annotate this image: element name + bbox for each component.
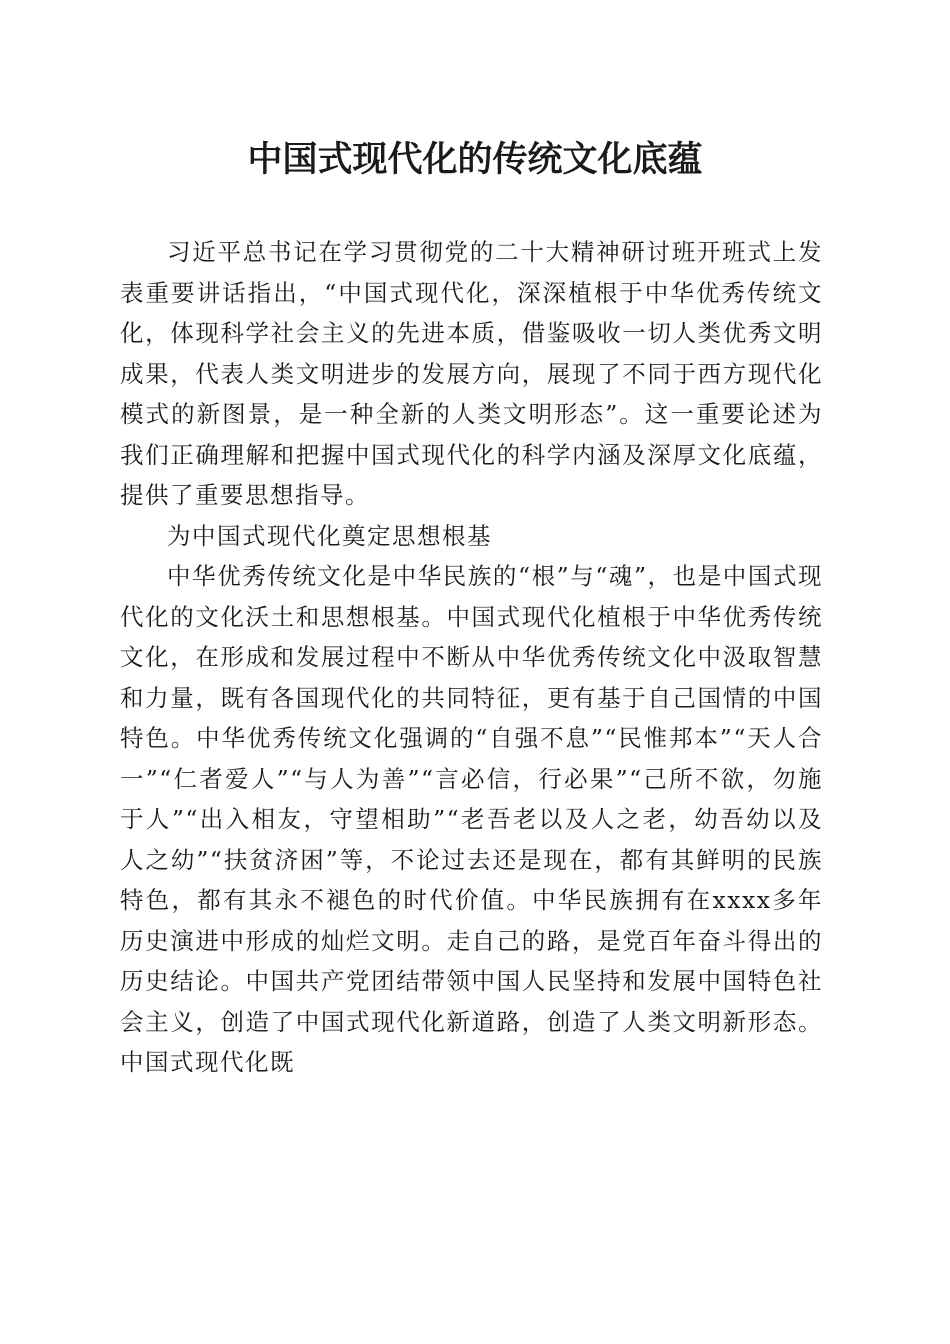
paragraph-main: 中华优秀传统文化是中华民族的“根”与“魂”，也是中国式现代化的文化沃土和思想根基。中国式现代化植根于中华优秀传统文化，在形成和发展过程中不断从中华优秀传统文化中汲取智慧和力量，既有各国现代化的共同特征，更有基于自己国情的中国特色。中华优秀传统文化强调的“自强不息”“民惟邦本”“天人合一”“仁者爱人”“与人为善”“言必信，行必果”“己所不欲，勿施于人”“出入相友，守望相助”“老吾老以及人之老，幼吾幼以及人之幼”“扶贫济困”等，不论过去还是现在，都有其鲜明的民族特色，都有其永不褪色的时代价值。中华民族拥有在xxxx多年历史演进中形成的灿烂文明。走自己的路，是党百年奋斗得出的历史结论。中国共产党团结带领中国人民坚持和发展中国特色社会主义，创造了中国式现代化新道路，创造了人类文明新形态。中国式现代化既 [120,562,823,1076]
document-title: 中国式现代化的传统文化底蕴 [247,139,703,180]
paragraph-intro: 习近平总书记在学习贯彻党的二十大精神研讨班开班式上发表重要讲话指出，“中国式现代化，深深植根于中华优秀传统文化，体现科学社会主义的先进本质，借鉴吸收一切人类优秀文明成果，代表人类文明进步的发展方向，展现了不同于西方现代化模式的新图景，是一种全新的人类文明形态”。这一重要论述为我们正确理解和把握中国式现代化的科学内涵及深厚文化底蕴，提供了重要思想指导。 [120,238,823,509]
document-body [120,232,823,1083]
section-heading: 为中国式现代化奠定思想根基 [167,521,492,550]
